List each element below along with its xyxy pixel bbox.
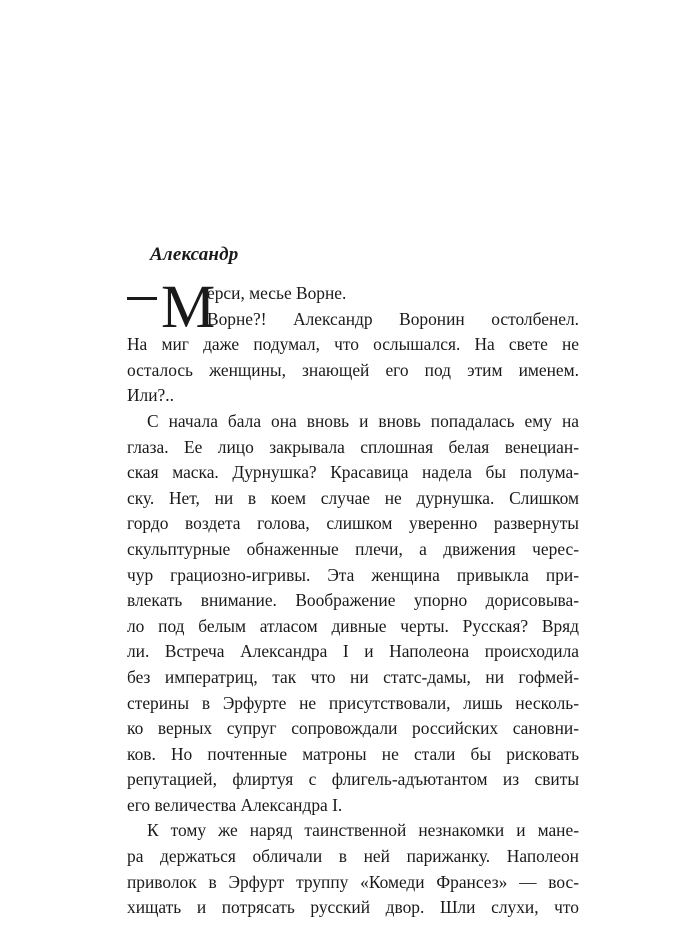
body-text	[127, 274, 579, 921]
text-line: его величества Александра I.	[127, 794, 343, 815]
text-line: ра держаться обличали в ней парижанку. Наполеон	[127, 846, 579, 867]
paragraph-lines	[127, 332, 579, 921]
text-line: ская маска. Дурнушка? Красавица надела бы полума-	[127, 462, 579, 483]
text-line: чур грациозно-игривы. Эта женщина привыкла при-	[127, 564, 579, 585]
text-line: приволок в Эрфурт труппу «Комеди Франсез» — вос-	[127, 871, 579, 892]
drop-cap: М	[161, 274, 216, 341]
opening-line-1-text: ерси, месье Ворне.	[207, 283, 347, 303]
text-line: гордо воздета голова, слишком уверенно развернуты	[127, 513, 579, 534]
text-line: К тому же наряд таинственной незнакомки и мане-	[147, 820, 579, 841]
text-line: С начала бала она вновь и вновь попадалась ему на	[147, 410, 579, 431]
opening-line-2	[127, 307, 579, 333]
text-line: ло под белым атласом дивные черты. Русская? Вряд	[127, 615, 579, 636]
text-line: стерины в Эрфурте не присутствовали, лишь несколь-	[127, 692, 579, 713]
text-line: осталось женщины, знающей его под этим именем.	[127, 359, 579, 380]
text-line: репутацией, флиртуя с флигель-адъютантом из свиты	[127, 769, 579, 790]
text-line: глаза. Ее лицо закрывала сплошная белая венециан-	[127, 436, 579, 457]
text-line: без императриц, так что ни статс-дамы, ни гофмей-	[127, 666, 579, 687]
text-line: хищать и потрясать русский двор. Шли слухи, что	[127, 897, 579, 918]
text-line: скульптурные обнаженные плечи, а движения черес-	[127, 538, 579, 559]
em-dash	[127, 297, 157, 300]
text-line: Или?..	[127, 385, 174, 406]
text-line: ко верных супруг сопровождали российских сановни-	[127, 718, 579, 739]
text-line: На миг даже подумал, что ослышался. На свете не	[127, 334, 579, 355]
text-line: ску. Нет, ни в коем случае не дурнушка. Слишком	[127, 487, 579, 508]
chapter-heading: Александр	[150, 244, 239, 265]
text-line: ли. Встреча Александра I и Наполеона происходила	[127, 641, 579, 662]
opening-line-2-text: Ворне?! Александр Воронин остолбенел.	[207, 308, 579, 329]
text-line: ков. Но почтенные матроны не стали бы рисковать	[127, 743, 579, 764]
text-line: влекать внимание. Воображение упорно дорисовыва-	[127, 590, 579, 611]
